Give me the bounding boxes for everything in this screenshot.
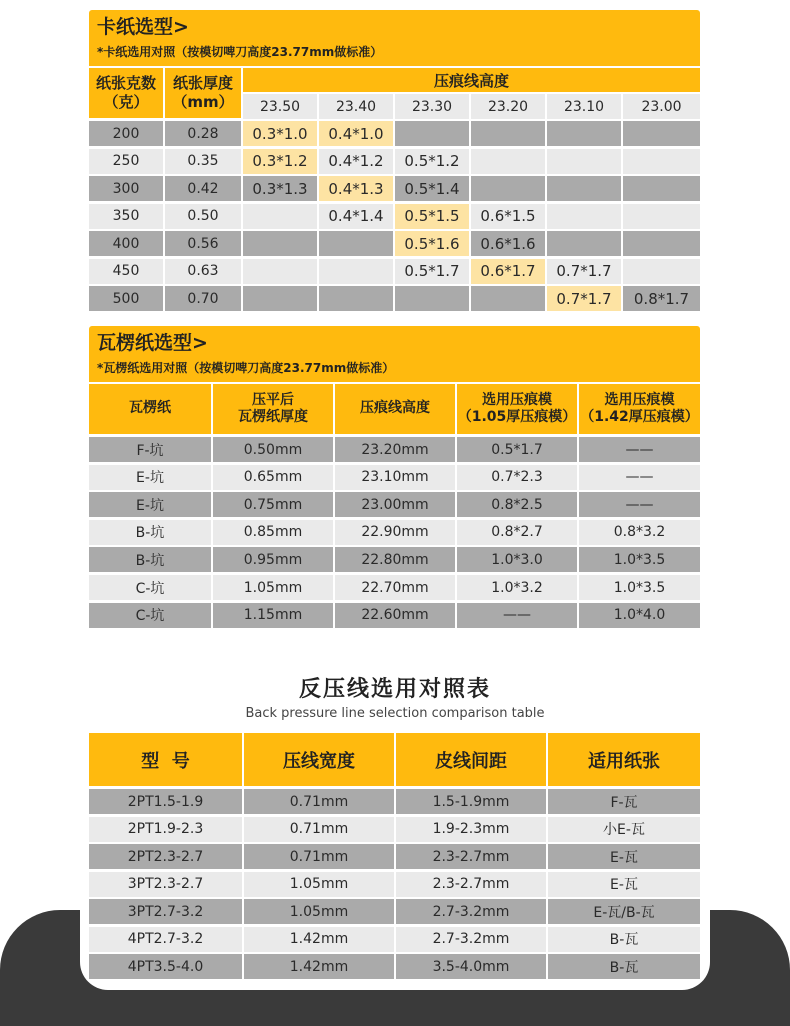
- corrugated-col-header-1: [213, 384, 333, 434]
- corrugated-cell: 1.0*3.5: [579, 575, 700, 600]
- card-section-title: 卡纸选型>: [97, 16, 189, 38]
- crease-cell: 0.6*1.6: [471, 231, 545, 256]
- crease-cell: [623, 259, 700, 284]
- col-header-crease: 压痕线高度: [243, 68, 700, 92]
- crease-height-0: 23.50: [243, 94, 317, 119]
- corrugated-cell: 0.8*2.5: [457, 492, 577, 517]
- crease-cell: [547, 204, 621, 229]
- corrugated-cell: 1.05mm: [213, 575, 333, 600]
- crease-cell: [319, 231, 393, 256]
- corrugated-cell: 0.7*2.3: [457, 465, 577, 490]
- corrugated-cell: 23.00mm: [335, 492, 455, 517]
- corrugated-col-header-4-line0: 选用压痕模: [604, 391, 675, 408]
- crease-cell: [243, 231, 317, 256]
- backpressure-cell: 小E-瓦: [548, 817, 700, 842]
- crease-cell: 0.4*1.0: [319, 121, 393, 146]
- corrugated-cell: 0.85mm: [213, 520, 333, 545]
- crease-cell: 0.4*1.2: [319, 149, 393, 174]
- crease-cell: [243, 204, 317, 229]
- crease-cell: 0.5*1.7: [395, 259, 469, 284]
- corrugated-cell: 1.0*3.0: [457, 547, 577, 572]
- row-thickness: 0.56: [165, 231, 241, 256]
- corrugated-cell: 0.5*1.7: [457, 437, 577, 462]
- backpressure-cell: 2.3-2.7mm: [396, 872, 546, 897]
- backpressure-cell: F-瓦: [548, 789, 700, 814]
- backpressure-cell: 2.3-2.7mm: [396, 844, 546, 869]
- col-header-thickness-line1: 纸张厚度: [172, 74, 233, 93]
- backpressure-cell: 3PT2.3-2.7: [89, 872, 242, 897]
- col-header-weight: [89, 68, 163, 118]
- crease-cell: [623, 121, 700, 146]
- crease-cell: 0.5*1.4: [395, 176, 469, 201]
- crease-height-5: 23.00: [623, 94, 700, 119]
- crease-cell: [623, 176, 700, 201]
- corrugated-cell: 0.8*3.2: [579, 520, 700, 545]
- corrugated-cell: 0.65mm: [213, 465, 333, 490]
- corrugated-col-header-3: [457, 384, 577, 434]
- crease-cell: 0.4*1.4: [319, 204, 393, 229]
- backpressure-subtitle: Back pressure line selection comparison table: [245, 706, 545, 721]
- crease-cell: [471, 176, 545, 201]
- backpressure-cell: 3PT2.7-3.2: [89, 899, 242, 924]
- corrugated-cell: 23.10mm: [335, 465, 455, 490]
- col-header-thickness-line2: （mm）: [172, 93, 234, 111]
- row-weight: 200: [89, 121, 163, 146]
- corrugated-cell: ——: [457, 603, 577, 628]
- corrugated-section-title: 瓦楞纸选型>: [97, 332, 208, 354]
- corrugated-cell: 1.15mm: [213, 603, 333, 628]
- backpressure-col-header-2: 皮线间距: [396, 733, 546, 786]
- corrugated-col-header-2: [335, 384, 455, 434]
- backpressure-title-block: [0, 672, 790, 703]
- backpressure-cell: E-瓦/B-瓦: [548, 899, 700, 924]
- crease-cell: 0.7*1.7: [547, 259, 621, 284]
- corrugated-cell: B-坑: [89, 520, 211, 545]
- crease-cell: [395, 286, 469, 311]
- col-header-weight-line2: （克）: [103, 93, 149, 111]
- backpressure-cell: E-瓦: [548, 844, 700, 869]
- row-weight: 500: [89, 286, 163, 311]
- corrugated-col-header-0: [89, 384, 211, 434]
- backpressure-col-header-1: 压线宽度: [244, 733, 394, 786]
- backpressure-cell: 2PT1.9-2.3: [89, 817, 242, 842]
- backpressure-col-header-0: 型 号: [89, 733, 242, 786]
- corrugated-cell: 1.0*4.0: [579, 603, 700, 628]
- crease-cell: 0.7*1.7: [547, 286, 621, 311]
- backpressure-cell: 0.71mm: [244, 789, 394, 814]
- corrugated-cell: 22.80mm: [335, 547, 455, 572]
- row-weight: 450: [89, 259, 163, 284]
- backpressure-cell: B-瓦: [548, 927, 700, 952]
- backpressure-cell: 1.9-2.3mm: [396, 817, 546, 842]
- backpressure-cell: 2.7-3.2mm: [396, 927, 546, 952]
- corrugated-cell: C-坑: [89, 575, 211, 600]
- crease-height-1: 23.40: [319, 94, 393, 119]
- row-thickness: 0.50: [165, 204, 241, 229]
- crease-cell: 0.5*1.5: [395, 204, 469, 229]
- crease-cell: [243, 286, 317, 311]
- backpressure-cell: E-瓦: [548, 872, 700, 897]
- corrugated-cell: ——: [579, 465, 700, 490]
- crease-cell: [547, 121, 621, 146]
- corrugated-cell: E-坑: [89, 465, 211, 490]
- corrugated-col-header-4-line1: （1.42厚压痕模）: [580, 409, 699, 425]
- crease-cell: 0.3*1.3: [243, 176, 317, 201]
- crease-cell: [623, 204, 700, 229]
- card-section-subtitle: *卡纸选用对照（按模切啤刀高度23.77mm做标准）: [97, 45, 383, 59]
- backpressure-cell: 3.5-4.0mm: [396, 954, 546, 979]
- crease-height-2: 23.30: [395, 94, 469, 119]
- crease-cell: [547, 231, 621, 256]
- backpressure-cell: 4PT3.5-4.0: [89, 954, 242, 979]
- corrugated-col-header-4: [579, 384, 700, 434]
- corrugated-col-header-3-line0: 选用压痕模: [482, 391, 552, 408]
- corrugated-cell: ——: [579, 437, 700, 462]
- backpressure-cell: B-瓦: [548, 954, 700, 979]
- row-weight: 250: [89, 149, 163, 174]
- corrugated-cell: 0.95mm: [213, 547, 333, 572]
- crease-cell: 0.8*1.7: [623, 286, 700, 311]
- corrugated-cell: 1.0*3.5: [579, 547, 700, 572]
- row-thickness: 0.35: [165, 149, 241, 174]
- crease-cell: [319, 259, 393, 284]
- row-thickness: 0.70: [165, 286, 241, 311]
- crease-cell: [471, 286, 545, 311]
- crease-cell: 0.6*1.5: [471, 204, 545, 229]
- crease-cell: [243, 259, 317, 284]
- row-thickness: 0.42: [165, 176, 241, 201]
- crease-height-4: 23.10: [547, 94, 621, 119]
- corrugated-cell: 23.20mm: [335, 437, 455, 462]
- crease-cell: 0.4*1.3: [319, 176, 393, 201]
- card-section-header: [89, 10, 700, 66]
- backpressure-cell: 1.5-1.9mm: [396, 789, 546, 814]
- crease-cell: [395, 121, 469, 146]
- corrugated-col-header-1-line0: 压平后: [252, 391, 294, 408]
- row-thickness: 0.63: [165, 259, 241, 284]
- backpressure-cell: 1.42mm: [244, 927, 394, 952]
- backpressure-cell: 2.7-3.2mm: [396, 899, 546, 924]
- corrugated-col-header-2-line0: 压痕线高度: [360, 400, 430, 417]
- backpressure-title: 反压线选用对照表: [298, 677, 491, 702]
- corrugated-cell: C-坑: [89, 603, 211, 628]
- corrugated-cell: ——: [579, 492, 700, 517]
- backpressure-col-header-3: 适用纸张: [548, 733, 700, 786]
- crease-height-3: 23.20: [471, 94, 545, 119]
- crease-cell: [547, 149, 621, 174]
- corrugated-section-subtitle: *瓦楞纸选用对照（按模切啤刀高度23.77mm做标准）: [97, 361, 395, 375]
- row-weight: 300: [89, 176, 163, 201]
- backpressure-cell: 1.42mm: [244, 954, 394, 979]
- corrugated-col-header-0-line0: 瓦楞纸: [129, 400, 171, 417]
- crease-cell: [319, 286, 393, 311]
- backpressure-cell: 1.05mm: [244, 872, 394, 897]
- crease-cell: 0.5*1.6: [395, 231, 469, 256]
- corrugated-col-header-1-line1: 瓦楞纸厚度: [238, 409, 308, 425]
- corrugated-section-header: [89, 326, 700, 382]
- corrugated-cell: E-坑: [89, 492, 211, 517]
- crease-cell: [547, 176, 621, 201]
- backpressure-cell: 0.71mm: [244, 817, 394, 842]
- crease-cell: [471, 121, 545, 146]
- crease-cell: 0.6*1.7: [471, 259, 545, 284]
- crease-cell: [471, 149, 545, 174]
- backpressure-cell: 0.71mm: [244, 844, 394, 869]
- corrugated-col-header-3-line1: （1.05厚压痕模）: [457, 409, 577, 425]
- corrugated-cell: 22.70mm: [335, 575, 455, 600]
- crease-cell: 0.3*1.2: [243, 149, 317, 174]
- crease-cell: [623, 149, 700, 174]
- crease-cell: 0.3*1.0: [243, 121, 317, 146]
- crease-cell: [623, 231, 700, 256]
- corrugated-cell: 1.0*3.2: [457, 575, 577, 600]
- corrugated-cell: 0.75mm: [213, 492, 333, 517]
- corrugated-cell: 0.8*2.7: [457, 520, 577, 545]
- col-header-weight-line1: 纸张克数: [95, 74, 156, 93]
- col-header-thickness: [165, 68, 241, 118]
- backpressure-cell: 4PT2.7-3.2: [89, 927, 242, 952]
- row-thickness: 0.28: [165, 121, 241, 146]
- corrugated-cell: B-坑: [89, 547, 211, 572]
- corrugated-cell: 0.50mm: [213, 437, 333, 462]
- corrugated-cell: F-坑: [89, 437, 211, 462]
- backpressure-cell: 1.05mm: [244, 899, 394, 924]
- backpressure-cell: 2PT1.5-1.9: [89, 789, 242, 814]
- corrugated-cell: 22.60mm: [335, 603, 455, 628]
- crease-cell: 0.5*1.2: [395, 149, 469, 174]
- corrugated-cell: 22.90mm: [335, 520, 455, 545]
- backpressure-cell: 2PT2.3-2.7: [89, 844, 242, 869]
- row-weight: 400: [89, 231, 163, 256]
- row-weight: 350: [89, 204, 163, 229]
